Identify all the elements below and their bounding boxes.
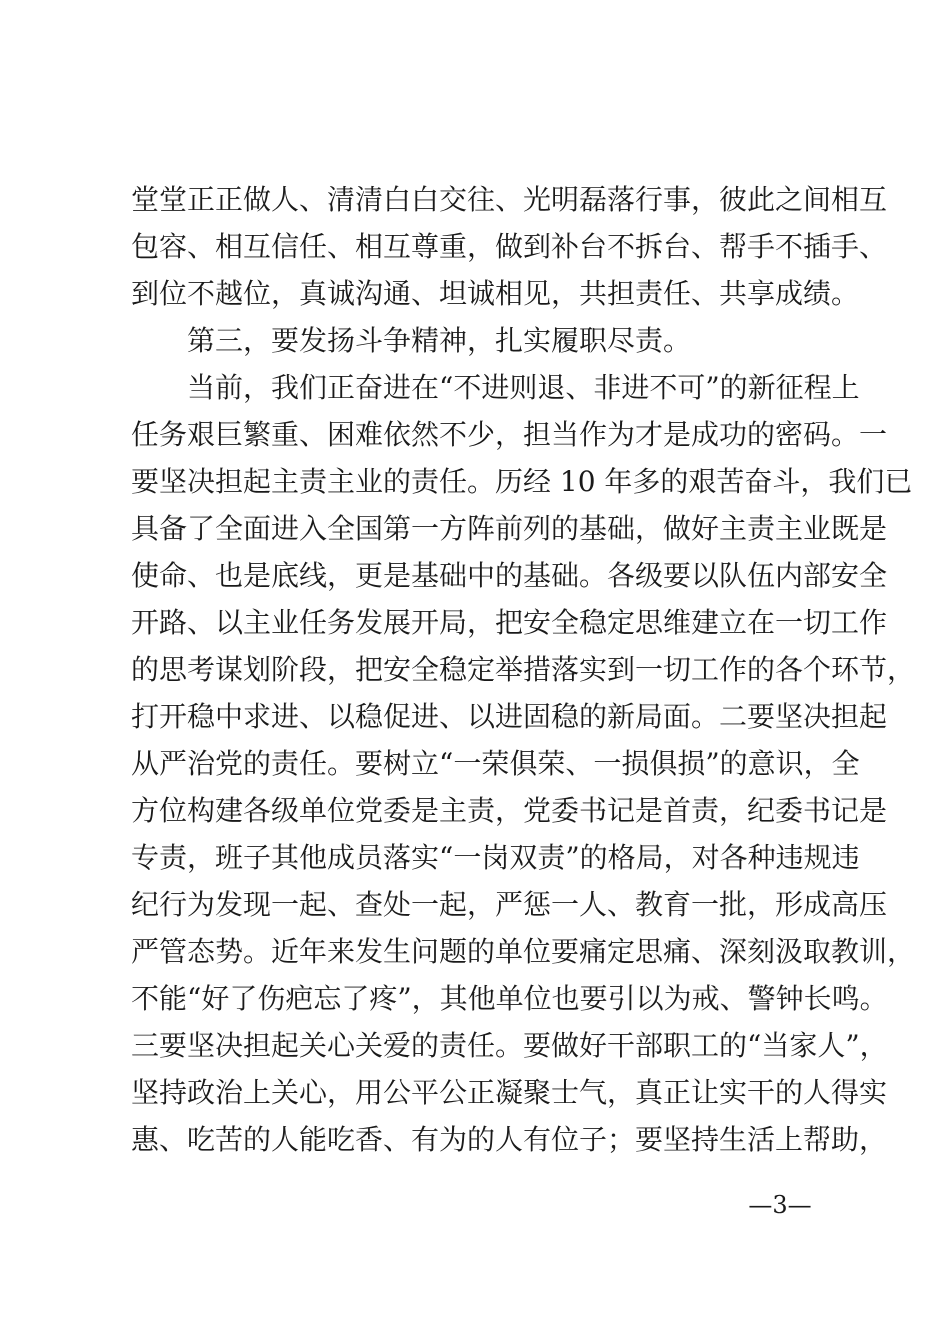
body-text-line: 坚持政治上关心，用公平公正凝聚士气，真正让实干的人得实 bbox=[131, 1076, 888, 1109]
body-text-line: 严管态势。近年来发生问题的单位要痛定思痛、深刻汲取教训， bbox=[131, 935, 916, 968]
body-text-line: 任务艰巨繁重、困难依然不少，担当作为才是成功的密码。一 bbox=[131, 418, 888, 451]
body-text-line: 到位不越位，真诚沟通、坦诚相见，共担责任、共享成绩。 bbox=[131, 277, 860, 310]
body-text-line: 当前，我们正奋进在“不进则退、非进不可”的新征程上 bbox=[187, 371, 860, 404]
body-text-line: 纪行为发现一起、查处一起，严惩一人、教育一批，形成高压 bbox=[131, 888, 888, 921]
body-text-line: 三要坚决担起关心关爱的责任。要做好干部职工的“当家人”， bbox=[131, 1029, 888, 1062]
body-text-line: 堂堂正正做人、清清白白交往、光明磊落行事，彼此之间相互 bbox=[131, 183, 888, 216]
body-text-line: 专责，班子其他成员落实“一岗双责”的格局，对各种违规违 bbox=[131, 841, 860, 874]
body-text-line: 惠、吃苦的人能吃香、有为的人有位子；要坚持生活上帮助， bbox=[131, 1123, 888, 1156]
body-text-line: 打开稳中求进、以稳促进、以进固稳的新局面。二要坚决担起 bbox=[131, 700, 888, 733]
body-text-line: 从严治党的责任。要树立“一荣俱荣、一损俱损”的意识，全 bbox=[131, 747, 860, 780]
section-heading: 第三，要发扬斗争精神，扎实履职尽责。 bbox=[187, 324, 692, 357]
body-text-line: 具备了全面进入全国第一方阵前列的基础，做好主责主业既是 bbox=[131, 512, 888, 545]
body-text-line: 使命、也是底线，更是基础中的基础。各级要以队伍内部安全 bbox=[131, 559, 888, 592]
body-text-line: 开路、以主业任务发展开局，把安全稳定思维建立在一切工作 bbox=[131, 606, 888, 639]
body-text-line: 要坚决担起主责主业的责任。历经 10 年多的艰苦奋斗，我们已 bbox=[131, 465, 913, 498]
page-number: —3— bbox=[748, 1191, 812, 1219]
body-text-line: 的思考谋划阶段，把安全稳定举措落实到一切工作的各个环节， bbox=[131, 653, 916, 686]
body-text-line: 不能“好了伤疤忘了疼”，其他单位也要引以为戒、警钟长鸣。 bbox=[131, 982, 888, 1015]
body-text-line: 方位构建各级单位党委是主责，党委书记是首责，纪委书记是 bbox=[131, 794, 888, 827]
body-text-line: 包容、相互信任、相互尊重，做到补台不拆台、帮手不插手、 bbox=[131, 230, 888, 263]
